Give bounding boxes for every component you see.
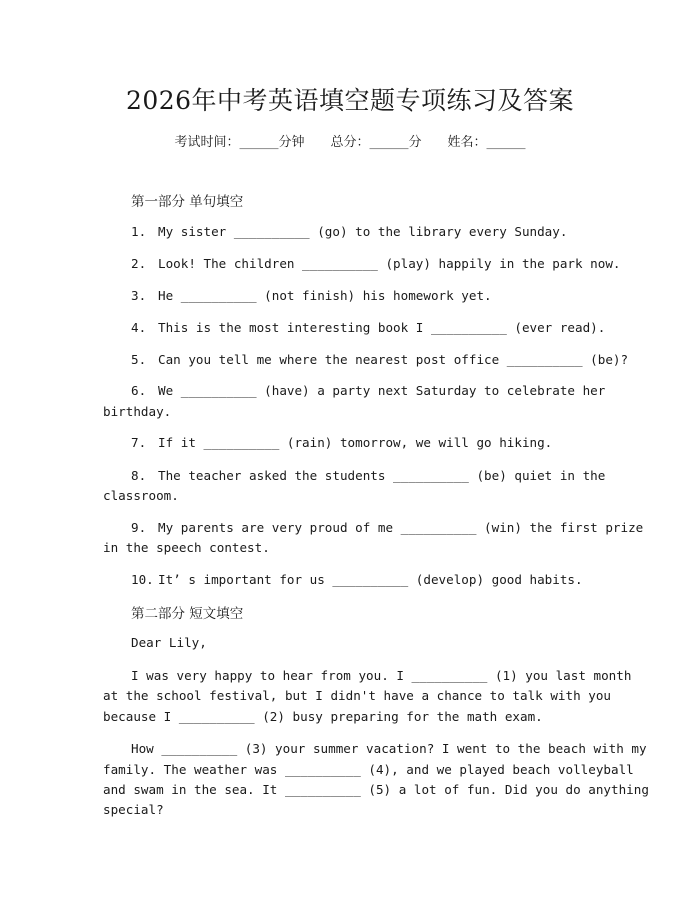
question-number: 3. (131, 288, 147, 303)
question-text: This is the most interesting book I __________ (ever read). (158, 320, 606, 335)
question-text: Look! The children __________ (play) happily in the park now. (158, 256, 621, 271)
question-number: 7. (131, 435, 147, 450)
question-item (131, 381, 631, 402)
paragraph-line: and swam in the sea. It __________ (5) a lot of fun. Did you do anything (103, 782, 649, 797)
question-item (131, 350, 631, 371)
paragraph-line: special? (103, 802, 164, 817)
question-text-continued: in the speech contest. (103, 540, 270, 555)
question-item (131, 222, 631, 243)
paragraph-line: How __________ (3) your summer vacation? I went to the beach with my (131, 741, 647, 756)
question-text-continued: birthday. (103, 404, 172, 419)
question-item (131, 570, 631, 591)
question-item (131, 318, 631, 339)
exam-meta (0, 131, 700, 150)
question-number: 1. (131, 224, 147, 239)
letter-greeting: Dear Lily, (131, 635, 207, 650)
question-text: My parents are very proud of me __________ (win) the first prize (158, 520, 644, 535)
question-text: It’ s important for us __________ (develop) good habits. (158, 572, 583, 587)
question-text: The teacher asked the students __________ (be) quiet in the (158, 468, 606, 483)
question-number: 6. (131, 383, 147, 398)
question-number: 8. (131, 468, 147, 483)
question-item (131, 518, 644, 539)
question-item (131, 466, 631, 487)
question-item (131, 254, 631, 275)
question-text: My sister __________ (go) to the library every Sunday. (158, 224, 568, 239)
question-number: 10. (131, 572, 154, 587)
question-text-continued: classroom. (103, 488, 179, 503)
question-text: He __________ (not finish) his homework yet. (158, 288, 492, 303)
question-number: 2. (131, 256, 147, 271)
page-title: 2026年中考英语填空题专项练习及答案 (125, 86, 575, 115)
section-heading-part1: 第一部分 单句填空 (131, 194, 244, 210)
exam-time-field: 考试时间：______分钟 (174, 135, 305, 150)
question-text: We __________ (have) a party next Saturday to celebrate her (158, 383, 606, 398)
paragraph-line: at the school festival, but I didn't have a chance to talk with you (103, 688, 611, 703)
paragraph-line: because I __________ (2) busy preparing for the math exam. (103, 709, 543, 724)
question-number: 5. (131, 352, 147, 367)
question-text: If it __________ (rain) tomorrow, we will go hiking. (158, 435, 553, 450)
section-heading-part2: 第二部分 短文填空 (131, 606, 244, 622)
paragraph-line: I was very happy to hear from you. I __________ (1) you last month (131, 668, 632, 683)
student-name-field: 姓名：______ (447, 135, 526, 150)
total-score-field: 总分：______分 (330, 135, 422, 150)
question-number: 4. (131, 320, 147, 335)
question-item (131, 433, 631, 454)
question-item (131, 286, 631, 307)
question-text: Can you tell me where the nearest post office __________ (be)? (158, 352, 629, 367)
question-number: 9. (131, 520, 147, 535)
paragraph-line: family. The weather was __________ (4), and we played beach volleyball (103, 762, 634, 777)
